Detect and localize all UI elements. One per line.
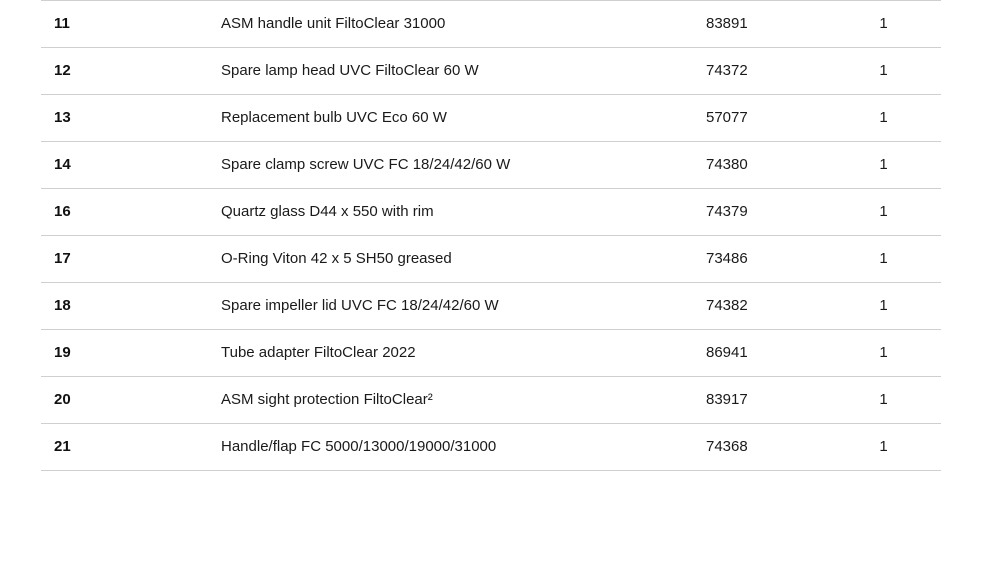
table-body xyxy=(41,1,941,471)
cell-quantity: 1 xyxy=(826,189,941,236)
cell-article-number: 74380 xyxy=(706,142,826,189)
table-row xyxy=(41,283,941,330)
cell-position: 16 xyxy=(41,189,131,236)
cell-quantity: 1 xyxy=(826,330,941,377)
cell-quantity: 1 xyxy=(826,424,941,471)
cell-position: 11 xyxy=(41,1,131,48)
cell-article-number: 83917 xyxy=(706,377,826,424)
cell-article-number: 74379 xyxy=(706,189,826,236)
cell-article-number: 74368 xyxy=(706,424,826,471)
table-row xyxy=(41,1,941,48)
table-row xyxy=(41,377,941,424)
table-row xyxy=(41,142,941,189)
cell-description: Quartz glass D44 x 550 with rim xyxy=(131,189,706,236)
cell-article-number: 73486 xyxy=(706,236,826,283)
cell-description: Replacement bulb UVC Eco 60 W xyxy=(131,95,706,142)
table-row xyxy=(41,236,941,283)
cell-quantity: 1 xyxy=(826,1,941,48)
cell-article-number: 86941 xyxy=(706,330,826,377)
cell-quantity: 1 xyxy=(826,283,941,330)
cell-description: Handle/flap FC 5000/13000/19000/31000 xyxy=(131,424,706,471)
table-row xyxy=(41,424,941,471)
cell-quantity: 1 xyxy=(826,236,941,283)
cell-position: 19 xyxy=(41,330,131,377)
table-row xyxy=(41,95,941,142)
cell-position: 20 xyxy=(41,377,131,424)
cell-position: 21 xyxy=(41,424,131,471)
table-row xyxy=(41,48,941,95)
cell-quantity: 1 xyxy=(826,95,941,142)
cell-position: 17 xyxy=(41,236,131,283)
cell-description: O-Ring Viton 42 x 5 SH50 greased xyxy=(131,236,706,283)
cell-position: 13 xyxy=(41,95,131,142)
table-row xyxy=(41,189,941,236)
cell-quantity: 1 xyxy=(826,48,941,95)
cell-description: ASM handle unit FiltoClear 31000 xyxy=(131,1,706,48)
cell-article-number: 83891 xyxy=(706,1,826,48)
cell-article-number: 57077 xyxy=(706,95,826,142)
cell-quantity: 1 xyxy=(826,142,941,189)
cell-description: Spare lamp head UVC FiltoClear 60 W xyxy=(131,48,706,95)
cell-article-number: 74372 xyxy=(706,48,826,95)
table-row xyxy=(41,330,941,377)
cell-description: Spare impeller lid UVC FC 18/24/42/60 W xyxy=(131,283,706,330)
cell-description: Spare clamp screw UVC FC 18/24/42/60 W xyxy=(131,142,706,189)
cell-position: 12 xyxy=(41,48,131,95)
cell-quantity: 1 xyxy=(826,377,941,424)
spare-parts-table xyxy=(41,0,941,471)
cell-position: 14 xyxy=(41,142,131,189)
cell-description: ASM sight protection FiltoClear² xyxy=(131,377,706,424)
cell-article-number: 74382 xyxy=(706,283,826,330)
cell-position: 18 xyxy=(41,283,131,330)
cell-description: Tube adapter FiltoClear 2022 xyxy=(131,330,706,377)
